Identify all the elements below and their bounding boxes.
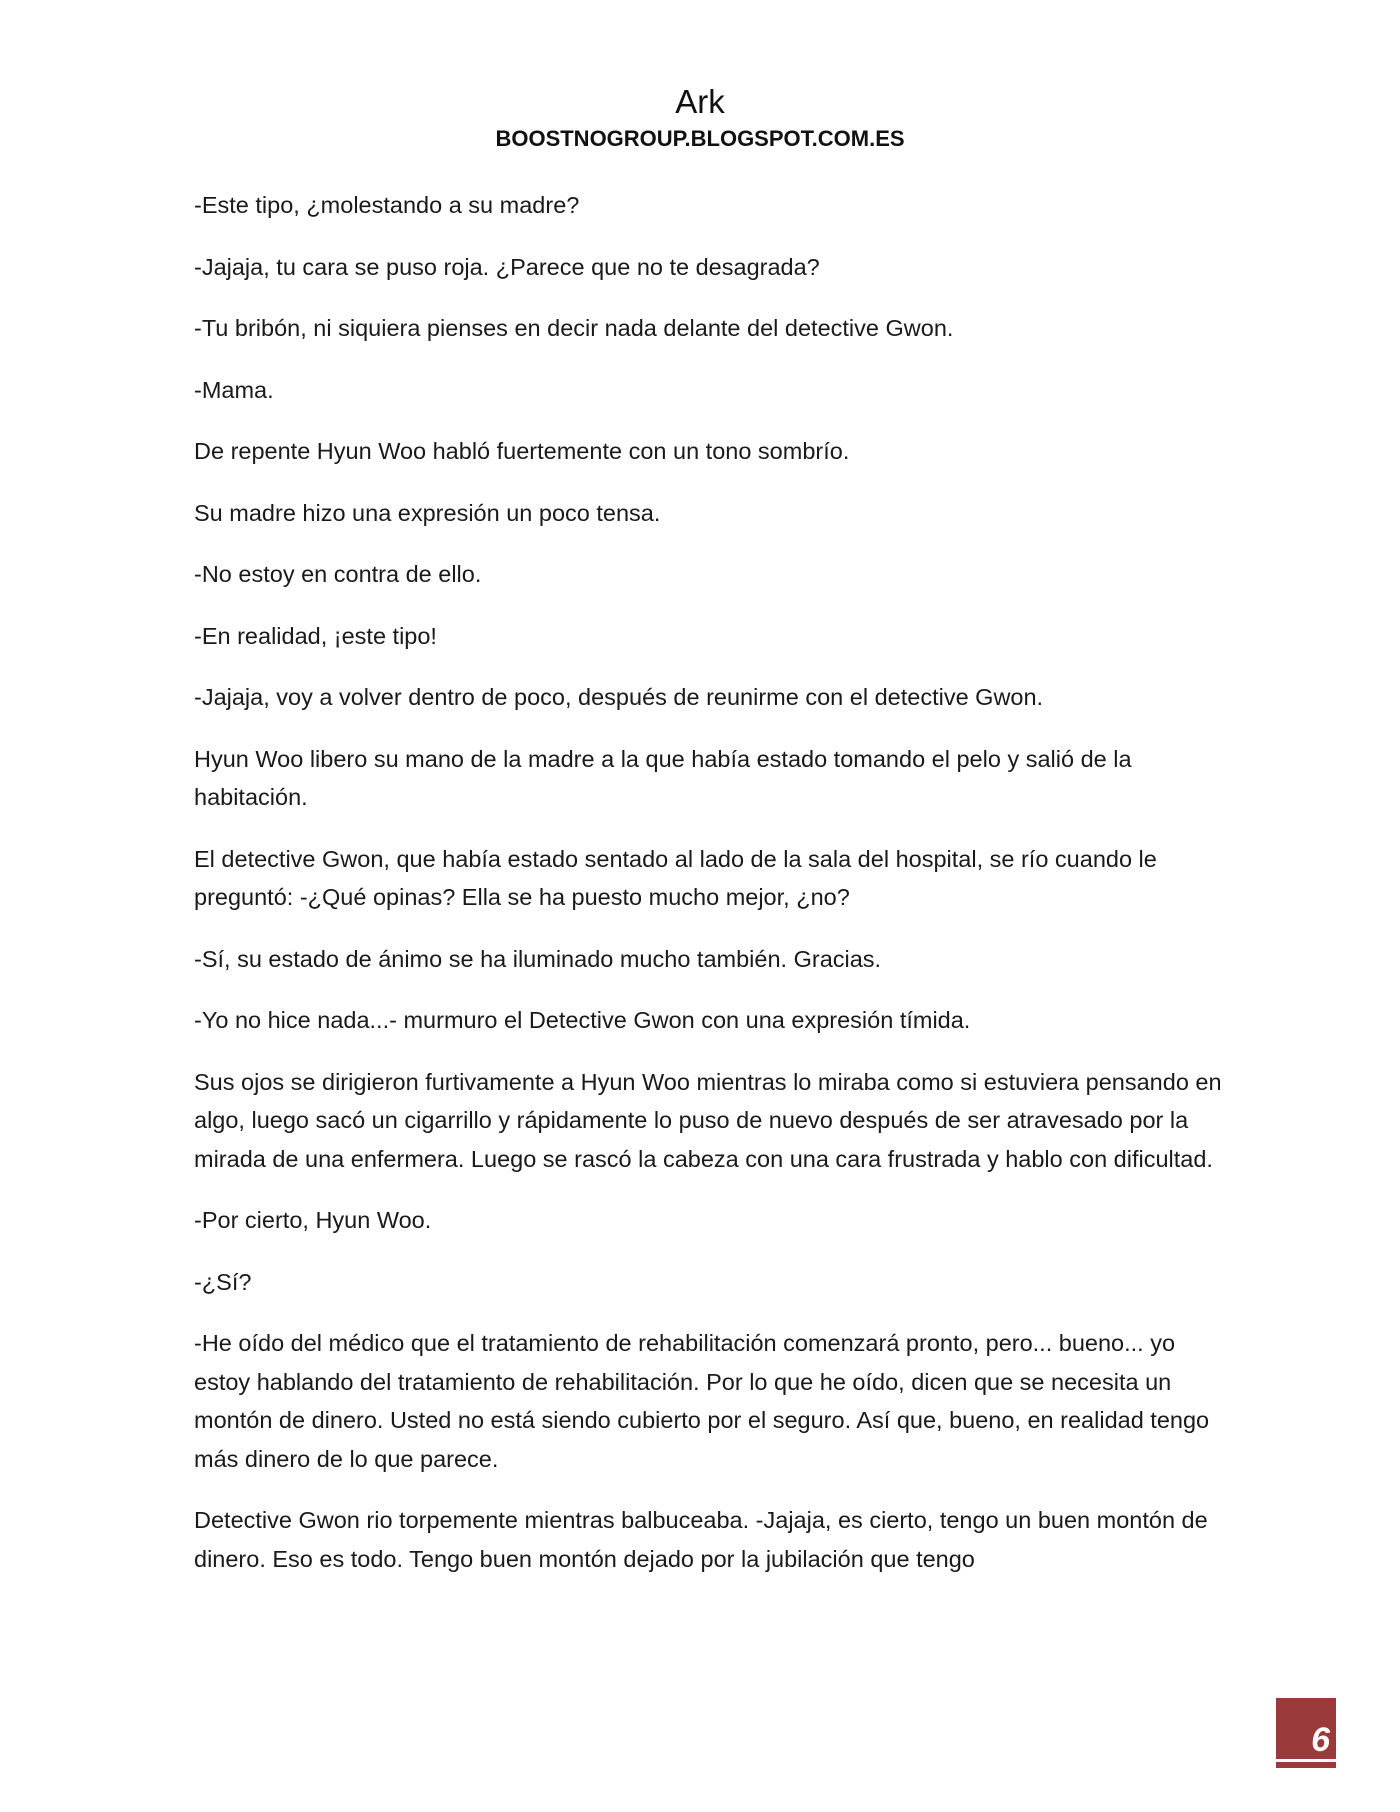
- paragraph: -En realidad, ¡este tipo!: [194, 622, 437, 649]
- paragraph: -Este tipo, ¿molestando a su madre?: [194, 192, 580, 218]
- document-title: Ark: [675, 83, 725, 120]
- paragraph: -Jajaja, voy a volver dentro de poco, después de reunirme con el detective Gwon.: [194, 684, 1044, 710]
- paragraph: -No estoy en contra de ello.: [194, 561, 482, 587]
- paragraph: Sus ojos se dirigieron furtivamente a Hyun Woo mientras lo miraba como si estuviera pensando en algo, luego sacó un cigarrillo y rápidamente lo puso de nuevo después de ser atravesado por la mirada de una enfermera. Luego se rascó la cabeza con una cara frustrada y hablo con dificultad.: [194, 1068, 1222, 1172]
- paragraph: Su madre hizo una expresión un poco tensa.: [194, 499, 661, 526]
- paragraph: Hyun Woo libero su mano de la madre a la que había estado tomando el pelo y salió de la habitación.: [194, 745, 1132, 810]
- paragraph: El detective Gwon, que había estado sentado al lado de la sala del hospital, se río cuando le preguntó: -¿Qué opinas? Ella se ha puesto mucho mejor, ¿no?: [194, 845, 1157, 910]
- paragraph: -Mama.: [194, 376, 274, 403]
- paragraph: De repente Hyun Woo habló fuertemente con un tono sombrío.: [194, 438, 850, 464]
- document-subtitle: BOOSTNOGROUP.BLOGSPOT.COM.ES: [495, 126, 905, 151]
- paragraph: -Tu bribón, ni siquiera pienses en decir nada delante del detective Gwon.: [194, 315, 954, 341]
- paragraph: -¿Sí?: [194, 1268, 252, 1295]
- paragraph: Detective Gwon rio torpemente mientras balbuceaba. -Jajaja, es cierto, tengo un buen montón de dinero. Eso es todo. Tengo buen montón dejado por la jubilación que tengo: [194, 1507, 1208, 1572]
- paragraph: -Por cierto, Hyun Woo.: [194, 1207, 432, 1233]
- paragraph: -Jajaja, tu cara se puso roja. ¿Parece que no te desagrada?: [194, 253, 820, 280]
- paragraph: -Sí, su estado de ánimo se ha iluminado mucho también. Gracias.: [194, 945, 882, 972]
- paragraph: -He oído del médico que el tratamiento de rehabilitación comenzará pronto, pero... bueno... yo estoy hablando del tratamiento de rehabilitación. Por lo que he oído, dicen que se necesita un montón de dinero. Usted no está siendo cubierto por el seguro. Así que, bueno, en realidad tengo más dinero de lo que parece.: [194, 1330, 1210, 1472]
- page-header: [0, 82, 1400, 154]
- paragraph: -Yo no hice nada...- murmuro el Detective Gwon con una expresión tímida.: [194, 1007, 971, 1033]
- body-text: [194, 186, 1224, 1601]
- page-number: 6: [1311, 1721, 1330, 1759]
- page-number-badge: [1276, 1698, 1336, 1768]
